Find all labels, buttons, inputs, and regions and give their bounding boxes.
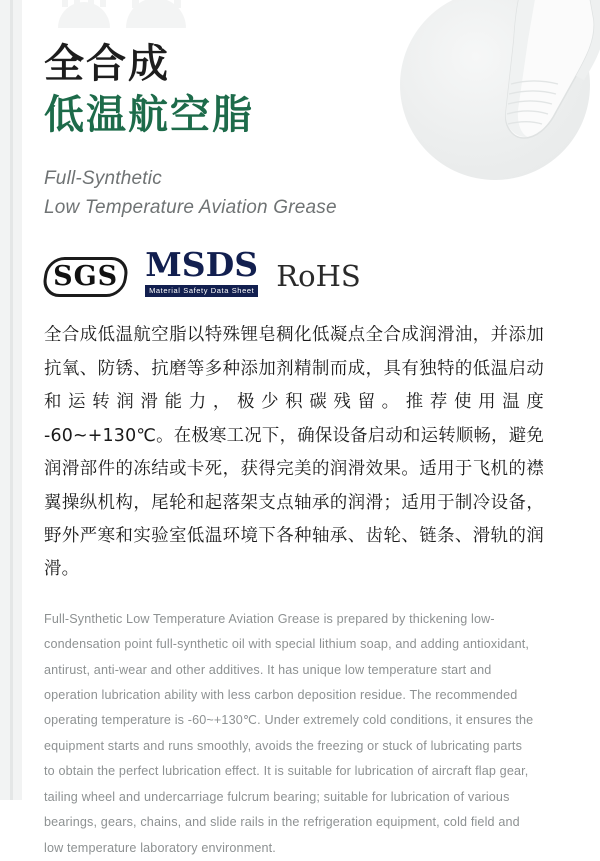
msds-logo <box>145 245 259 297</box>
rohs-logo: RoHS <box>276 259 361 294</box>
title-chinese-line2: 低温航空脂 <box>44 91 254 138</box>
document-content <box>44 0 564 861</box>
title-english-line2: Low Temperature Aviation Grease <box>44 197 337 219</box>
left-accent-line <box>10 0 13 800</box>
sgs-label: SGS <box>53 261 119 293</box>
body-text-chinese: 全合成低温航空脂以特殊锂皂稠化低凝点全合成润滑油，并添加抗氧、防锈、抗磨等多种添加剂精制而成，具有独特的低温启动和运转润滑能力，极少积碳残留。推荐使用温度 -60~+130℃。在极寒工况下，确保设备启动和运转顺畅，避免润滑部件的冻结或卡死，获得完美的润滑效果。适用于飞机的襟翼操纵机构，尾轮和起落架支点轴承的润滑；适用于制冷设备，野外严寒和实验室低温环境下各种轴承、齿轮、链条、滑轨的润滑。 <box>44 325 544 580</box>
title-english <box>44 164 564 223</box>
certification-logos <box>44 245 564 297</box>
title-english-line1: Full-Synthetic <box>44 167 162 189</box>
sgs-logo <box>41 257 130 297</box>
msds-sublabel: Material Safety Data Sheet <box>145 285 258 297</box>
body-text-english: Full-Synthetic Low Temperature Aviation Grease is prepared by thickening low-condensation point full-synthetic oil with special lithium soap, and adding antioxidant, antirust, anti-wear and other additives. It has unique low temperature start and operation lubrication ability with less carbon deposition residue. The recommended operating temperature is -60~+130℃. Under extremely cold conditions, it ensures the equipment starts and runs smoothly, avoids the freezing or stuck of lubricating parts to obtain the perfect lubrication effect. It is suitable for lubrication of aircraft flap gear, tailing wheel and undercarriage fulcrum bearing; suitable for lubrication of various bearings, gears, chains, and slide rails in the refrigeration equipment, cold field and low temperature laboratory environment. <box>44 611 534 855</box>
msds-label: MSDS <box>145 245 259 285</box>
title-chinese-line1: 全合成 <box>44 41 170 87</box>
left-accent-bar <box>0 0 22 800</box>
